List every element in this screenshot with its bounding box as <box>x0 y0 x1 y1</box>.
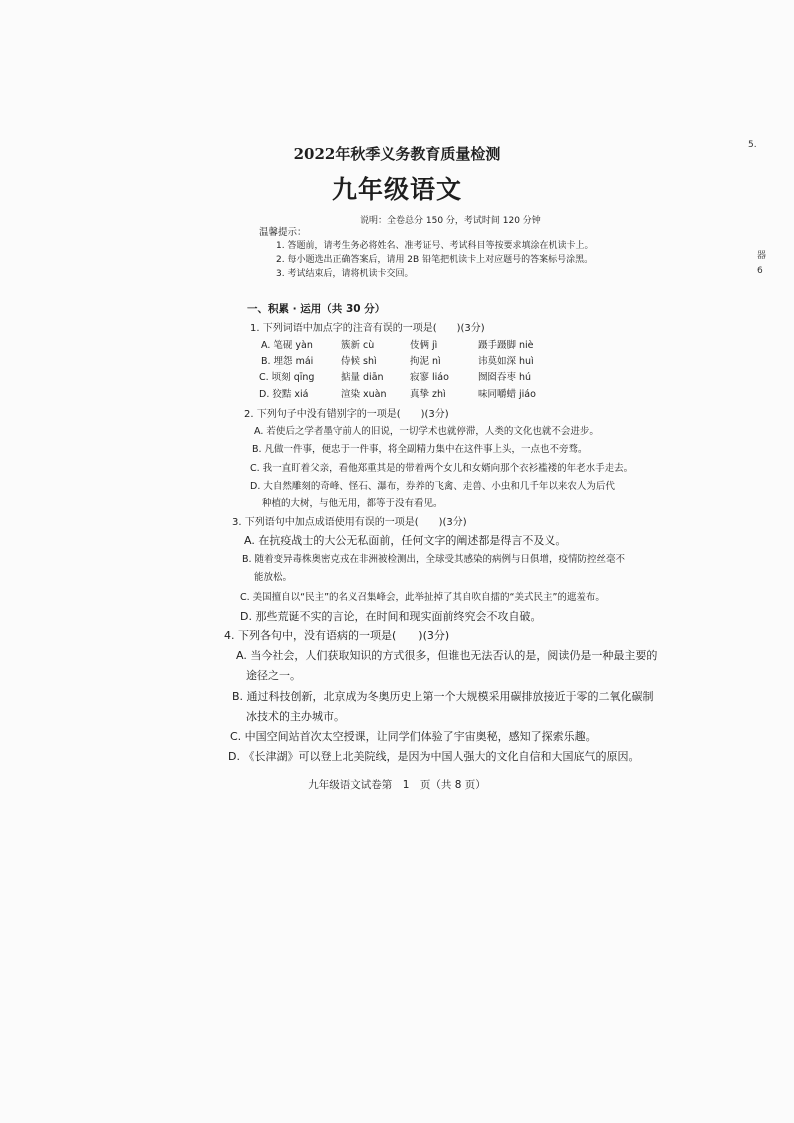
q1-option-a-3: 伎俩 jì <box>410 340 438 351</box>
q1-option-b-2: 侍候 shì <box>341 356 377 367</box>
q3-option-a: A. 在抗疫战士的大公无私面前，任何文字的阐述都是得言不及义。 <box>244 534 567 547</box>
q4-option-b: B. 通过科技创新，北京成为冬奥历史上第一个大规模采用碳排放接近于零的二氧化碳制 <box>232 690 654 703</box>
q2-option-d: D. 大自然雕刻的奇峰、怪石、瀑布，券养的飞禽、走兽、小虫和几千年以来农人为后代 <box>250 481 615 492</box>
q1-option-c-2: 掂量 diān <box>341 372 384 383</box>
tip-item: 3. 考试结束后，请将机读卡交回。 <box>276 269 414 279</box>
q4-option-d: D. 《长津湖》可以登上北美院线，是因为中国人强大的文化自信和大国底气的原因。 <box>228 750 640 763</box>
q2-option-b: B. 凡做一件事，便忠于一件事，将全副精力集中在这件事上头，一点也不旁骛。 <box>252 444 588 455</box>
q3-option-b: B. 随着变异毒株奥密克戎在非洲被检测出，全球受其感染的病例与日俱增，疫情防控丝毫不 <box>242 554 626 565</box>
q2-option-c: C. 我一直盯着父亲，看他郑重其是的带着两个女儿和女婿向那个衣衫褴褛的年老水手走去。 <box>250 463 634 474</box>
question-1-stem: 1. 下列词语中加点字的注音有误的一项是( )(3分) <box>250 323 485 334</box>
q1-option-c-4: 囫囵吞枣 hú <box>478 372 532 383</box>
q4-option-b-cont: 冰技术的主办城市。 <box>246 710 345 723</box>
exam-subtitle: 九年级语文 <box>331 175 462 204</box>
edge-mark-top-right: 5. <box>748 140 757 150</box>
page-footer: 九年级语文试卷第 1 页（共 8 页） <box>308 779 486 791</box>
q1-option-d-2: 渲染 xuàn <box>341 389 387 400</box>
q1-option-b-3: 拘泥 nì <box>410 356 441 367</box>
q4-option-a: A. 当今社会，人们获取知识的方式很多，但谁也无法否认的是，阅读仍是一种最主要的 <box>236 649 658 662</box>
edge-mark-right-2: 6 <box>757 266 763 276</box>
q1-option-c-3: 寂寥 liáo <box>410 372 449 383</box>
q2-option-a: A. 若使后之学者墨守前人的旧说，一切学术也就停滞，人类的文化也就不会进步。 <box>254 426 599 437</box>
q1-option-d-1: D. 狡黠 xiá <box>259 389 309 400</box>
tip-item: 1. 答题前，请考生务必将姓名、准考证号、考试科目等按要求填涂在机读卡上。 <box>276 241 594 251</box>
q3-option-d: D. 那些荒诞不实的言论，在时间和现实面前终究会不攻自破。 <box>240 610 542 623</box>
q1-option-d-3: 真挚 zhì <box>410 389 446 400</box>
q1-option-a-1: A. 笔砚 yàn <box>261 340 313 351</box>
section-heading: 一、积累 · 运用（共 30 分） <box>247 303 386 315</box>
q2-option-d-cont: 种植的大树，与他无用，都等于没有看见。 <box>262 498 443 509</box>
edge-mark-right-1: 器 <box>757 251 767 261</box>
exam-note: 说明：全卷总分 150 分，考试时间 120 分钟 <box>360 216 541 226</box>
q1-option-c-1: C. 顷刻 qīng <box>259 372 315 383</box>
question-3-stem: 3. 下列语句中加点成语使用有误的一项是( )(3分) <box>232 517 467 528</box>
tip-item: 2. 每小题选出正确答案后，请用 2B 铅笔把机读卡上对应题号的答案标号涂黑。 <box>276 255 594 265</box>
q4-option-a-cont: 途径之一。 <box>246 669 301 682</box>
q3-option-b-cont: 能放松。 <box>254 572 293 583</box>
exam-title: 2022年秋季义务教育质量检测 <box>293 145 501 163</box>
q4-option-c: C. 中国空间站首次太空授课，让同学们体验了宇宙奥秘，感知了探索乐趣。 <box>230 730 597 743</box>
q3-option-c: C. 美国擅自以“民主”的名义召集峰会，此举扯掉了其自吹自擂的“美式民主”的遮羞布。 <box>240 592 605 603</box>
q1-option-b-4: 讳莫如深 huì <box>478 356 534 367</box>
question-4-stem: 4. 下列各句中，没有语病的一项是( )(3分) <box>224 629 450 642</box>
q1-option-d-4: 味同嚼蜡 jiáo <box>478 389 536 400</box>
q1-option-a-2: 簇新 cù <box>341 340 375 351</box>
question-2-stem: 2. 下列句子中没有错别字的一项是( )(3分) <box>244 409 449 420</box>
tips-label: 温馨提示： <box>259 227 307 238</box>
q1-option-b-1: B. 埋怨 mái <box>261 356 314 367</box>
q1-option-a-4: 蹑手蹑脚 niè <box>478 340 534 351</box>
